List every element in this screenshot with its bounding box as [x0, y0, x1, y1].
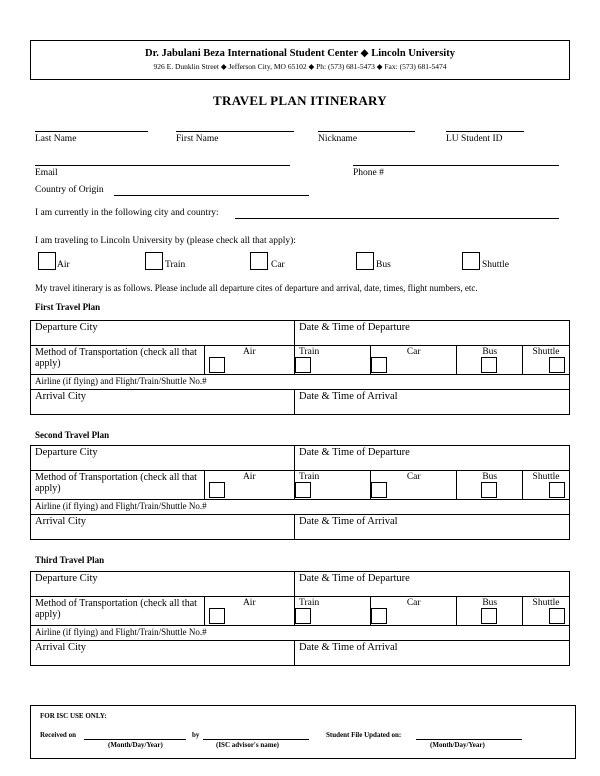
travel-bus-label: Bus: [376, 260, 391, 270]
departure-city-cell[interactable]: [31, 572, 295, 597]
received-date-format: (Month/Day/Year): [108, 741, 163, 749]
header-address: 926 E. Dunklin Street ◆ Jefferson City, MO 65102 ◆ Ph: (573) 681-5473 ◆ Fax: (573) 681-5474: [153, 62, 447, 71]
mode-air-label: Air: [242, 472, 256, 482]
departure-time-cell[interactable]: [295, 446, 570, 471]
mode-bus-cell[interactable]: [457, 471, 523, 500]
mode-train-cell[interactable]: [295, 597, 371, 626]
flight-no-cell[interactable]: [31, 626, 570, 641]
plan-1-title: First Travel Plan: [35, 302, 101, 312]
travel-train-label: Train: [165, 260, 186, 270]
arrival-city-label: Arrival City: [35, 516, 87, 527]
mode-air-label: Air: [242, 598, 256, 608]
arrival-time-label: Date & Time of Arrival: [299, 391, 398, 402]
mode-shuttle-cell[interactable]: [523, 346, 570, 375]
mode-air-checkbox[interactable]: [209, 482, 225, 498]
mode-shuttle-label: Shuttle: [532, 347, 560, 357]
mode-shuttle-cell[interactable]: [523, 471, 570, 500]
mode-train-cell[interactable]: [295, 346, 371, 375]
country-label: Country of Origin: [35, 185, 104, 195]
travel-air-checkbox[interactable]: [38, 252, 56, 270]
mode-car-label: Car: [406, 347, 421, 357]
mode-car-cell[interactable]: [370, 597, 457, 626]
mode-air-label: Air: [242, 347, 256, 357]
mode-train-checkbox[interactable]: [295, 357, 311, 373]
mode-car-cell[interactable]: [370, 471, 457, 500]
departure-city-label: Departure City: [35, 447, 98, 458]
method-label: Method of Transportation (check all that apply): [31, 346, 205, 375]
country-field[interactable]: [114, 195, 309, 196]
travel-shuttle-label: Shuttle: [482, 260, 509, 270]
mode-car-label: Car: [406, 472, 421, 482]
mode-bus-cell[interactable]: [457, 346, 523, 375]
travel-shuttle-checkbox[interactable]: [462, 252, 480, 270]
arrival-city-label: Arrival City: [35, 391, 87, 402]
flight-no-label: Airline (if flying) and Flight/Train/Shuttle No.#: [35, 501, 207, 511]
mode-bus-label: Bus: [482, 347, 498, 357]
travel-air-label: Air: [57, 260, 70, 270]
travel-train-checkbox[interactable]: [145, 252, 163, 270]
plan-3-title: Third Travel Plan: [35, 555, 105, 565]
current-location-label: I am currently in the following city and country:: [35, 208, 219, 218]
mode-air-cell[interactable]: [204, 597, 294, 626]
departure-time-cell[interactable]: [295, 321, 570, 346]
arrival-city-cell[interactable]: [31, 641, 295, 666]
mode-car-cell[interactable]: [370, 346, 457, 375]
mode-bus-label: Bus: [482, 472, 498, 482]
mode-car-checkbox[interactable]: [371, 608, 387, 624]
last-name-label: Last Name: [35, 134, 77, 144]
arrival-time-cell[interactable]: [295, 390, 570, 415]
advisor-caption: (ISC advisor's name): [216, 741, 280, 749]
advisor-field[interactable]: [203, 739, 309, 740]
received-on-field[interactable]: [84, 739, 186, 740]
mode-train-cell[interactable]: [295, 471, 371, 500]
file-updated-label: Student File Updated on:: [326, 731, 402, 739]
plan-2-table: [30, 445, 570, 540]
mode-car-checkbox[interactable]: [371, 482, 387, 498]
isc-heading: FOR ISC USE ONLY:: [40, 712, 107, 720]
mode-air-checkbox[interactable]: [209, 608, 225, 624]
arrival-city-cell[interactable]: [31, 390, 295, 415]
mode-bus-checkbox[interactable]: [481, 357, 497, 373]
mode-air-checkbox[interactable]: [209, 357, 225, 373]
flight-no-cell[interactable]: [31, 375, 570, 390]
travel-bus-checkbox[interactable]: [356, 252, 374, 270]
flight-no-label: Airline (if flying) and Flight/Train/Shuttle No.#: [35, 376, 207, 386]
arrival-city-label: Arrival City: [35, 642, 87, 653]
departure-time-label: Date & Time of Departure: [299, 447, 410, 458]
arrival-time-cell[interactable]: [295, 515, 570, 540]
mode-train-checkbox[interactable]: [295, 608, 311, 624]
file-updated-field[interactable]: [416, 739, 522, 740]
travel-car-label: Car: [271, 260, 285, 270]
departure-city-label: Departure City: [35, 573, 98, 584]
mode-shuttle-cell[interactable]: [523, 597, 570, 626]
nickname-label: Nickname: [318, 134, 358, 144]
method-label: Method of Transportation (check all that apply): [31, 471, 205, 500]
email-field[interactable]: [35, 165, 290, 166]
arrival-time-cell[interactable]: [295, 641, 570, 666]
plan-3-table: [30, 571, 570, 666]
mode-train-label: Train: [299, 472, 320, 482]
method-label: Method of Transportation (check all that apply): [31, 597, 205, 626]
plan-2-title: Second Travel Plan: [35, 430, 110, 440]
mode-train-checkbox[interactable]: [295, 482, 311, 498]
mode-shuttle-label: Shuttle: [532, 472, 560, 482]
travel-by-prompt: I am traveling to Lincoln University by (please check all that apply):: [35, 236, 296, 246]
departure-city-cell[interactable]: [31, 446, 295, 471]
header-box: [30, 40, 570, 80]
header-org: Dr. Jabulani Beza International Student Center ◆ Lincoln University: [145, 48, 455, 59]
flight-no-cell[interactable]: [31, 500, 570, 515]
nickname-field[interactable]: [318, 131, 415, 132]
departure-city-cell[interactable]: [31, 321, 295, 346]
mode-air-cell[interactable]: [204, 471, 294, 500]
by-label: by: [192, 731, 200, 739]
isc-use-box: [30, 705, 576, 759]
mode-bus-checkbox[interactable]: [481, 482, 497, 498]
departure-time-label: Date & Time of Departure: [299, 573, 410, 584]
first-name-field[interactable]: [176, 131, 294, 132]
departure-time-cell[interactable]: [295, 572, 570, 597]
mode-air-cell[interactable]: [204, 346, 294, 375]
mode-shuttle-checkbox[interactable]: [549, 608, 565, 624]
page-title: TRAVEL PLAN ITINERARY: [213, 93, 387, 108]
mode-bus-label: Bus: [482, 598, 498, 608]
updated-date-format: (Month/Day/Year): [430, 741, 485, 749]
email-label: Email: [35, 168, 58, 178]
first-name-label: First Name: [176, 134, 219, 144]
departure-city-label: Departure City: [35, 322, 98, 333]
student-id-label: LU Student ID: [446, 134, 503, 144]
travel-car-checkbox[interactable]: [250, 252, 268, 270]
arrival-time-label: Date & Time of Arrival: [299, 642, 398, 653]
instructions: My travel itinerary is as follows. Please include all departure cites of departure and arrival, date, times, flight numbers, etc.: [35, 283, 478, 293]
mode-car-checkbox[interactable]: [371, 357, 387, 373]
student-id-field[interactable]: [446, 131, 524, 132]
received-on-label: Received on: [40, 731, 76, 739]
current-location-field[interactable]: [235, 218, 559, 219]
mode-car-label: Car: [406, 598, 421, 608]
flight-no-label: Airline (if flying) and Flight/Train/Shuttle No.#: [35, 627, 207, 637]
last-name-field[interactable]: [35, 131, 148, 132]
arrival-time-label: Date & Time of Arrival: [299, 516, 398, 527]
mode-bus-checkbox[interactable]: [481, 608, 497, 624]
mode-train-label: Train: [299, 598, 320, 608]
departure-time-label: Date & Time of Departure: [299, 322, 410, 333]
mode-shuttle-label: Shuttle: [532, 598, 560, 608]
mode-train-label: Train: [299, 347, 320, 357]
arrival-city-cell[interactable]: [31, 515, 295, 540]
mode-shuttle-checkbox[interactable]: [549, 482, 565, 498]
mode-shuttle-checkbox[interactable]: [549, 357, 565, 373]
mode-bus-cell[interactable]: [457, 597, 523, 626]
phone-field[interactable]: [353, 165, 559, 166]
plan-1-table: [30, 320, 570, 415]
phone-label: Phone #: [353, 168, 384, 178]
